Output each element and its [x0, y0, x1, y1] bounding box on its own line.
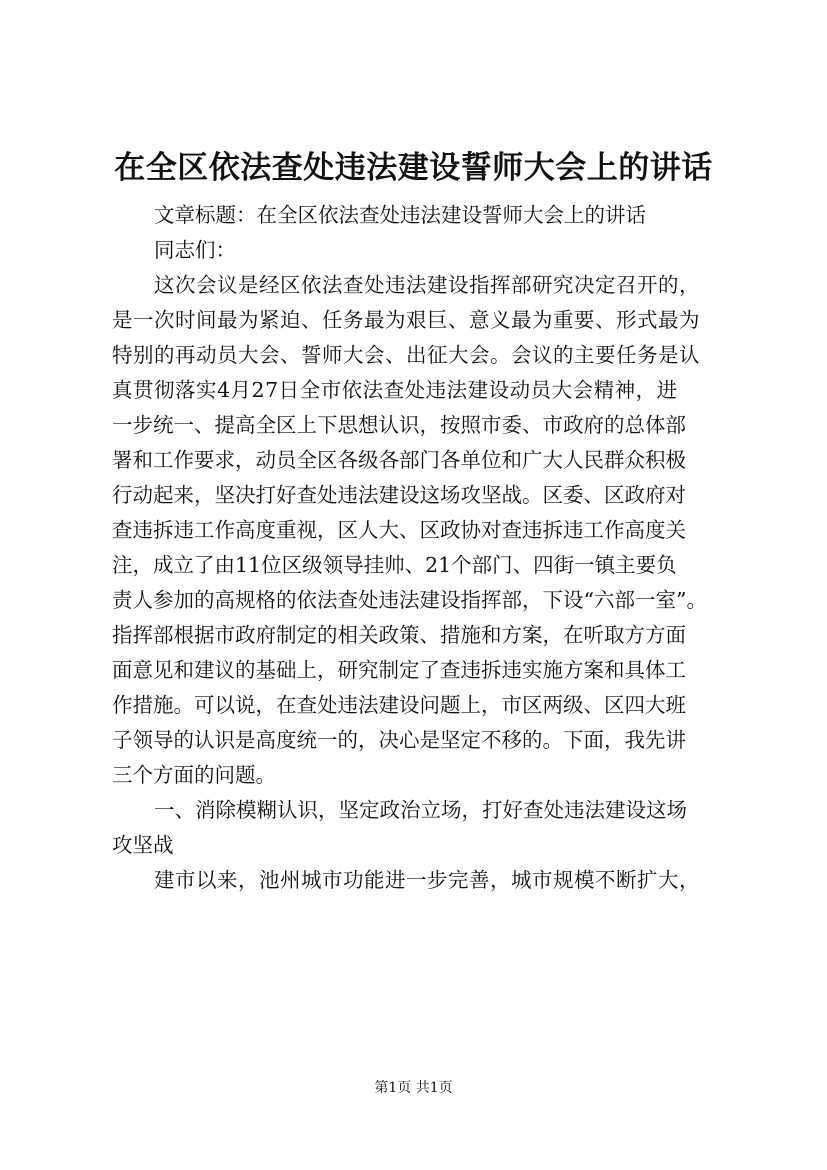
paragraph-line: 署和工作要求，动员全区各级各部门各单位和广大人民群众积极 — [112, 448, 686, 472]
page-footer: 第1页 共1页 — [374, 1080, 453, 1096]
document-title: 在全区依法查处违法建设誓师大会上的讲话 — [114, 150, 713, 186]
paragraph-line: 行动起来，坚决打好查处违法建设这场攻坚战。区委、区政府对 — [112, 483, 686, 507]
paragraph-line: 建市以来，池州城市功能进一步完善，城市规模不断扩大， — [154, 868, 700, 892]
paragraph-line: 注，成立了由11位区级领导挂帅、21个部门、四街一镇主要负 — [112, 553, 677, 577]
section-heading-line: 一、消除模糊认识，坚定政治立场，打好查处违法建设这场 — [154, 798, 687, 822]
article-title-line: 文章标题：在全区依法查处违法建设誓师大会上的讲话 — [154, 203, 646, 227]
paragraph-line: 特别的再动员大会、誓师大会、出征大会。会议的主要任务是认 — [112, 343, 700, 367]
document-body — [112, 198, 742, 898]
section-heading-line: 攻坚战 — [112, 833, 174, 857]
paragraph-line: 真贯彻落实4月27日全市依法查处违法建设动员大会精神，进 — [112, 378, 678, 402]
salutation-line: 同志们： — [154, 238, 236, 262]
paragraph-line: 指挥部根据市政府制定的相关政策、措施和方案，在听取方方面 — [112, 623, 686, 647]
paragraph-line: 是一次时间最为紧迫、任务最为艰巨、意义最为重要、形式最为 — [112, 308, 700, 332]
paragraph-line: 这次会议是经区依法查处违法建设指挥部研究决定召开的， — [154, 273, 700, 297]
paragraph-line: 子领导的认识是高度统一的，决心是坚定不移的。下面，我先讲 — [112, 728, 686, 752]
paragraph-line: 作措施。可以说，在查处违法建设问题上，市区两级、区四大班 — [112, 693, 686, 717]
paragraph-line: 一步统一、提高全区上下思想认识，按照市委、市政府的总体部 — [112, 413, 686, 437]
paragraph-line: 查违拆违工作高度重视，区人大、区政协对查违拆违工作高度关 — [112, 518, 686, 542]
paragraph-line: 三个方面的问题。 — [112, 763, 276, 787]
paragraph-line: 责人参加的高规格的依法查处违法建设指挥部，下设“六部一室”。 — [112, 588, 707, 612]
paragraph-line: 面意见和建议的基础上，研究制定了查违拆违实施方案和具体工 — [112, 658, 686, 682]
